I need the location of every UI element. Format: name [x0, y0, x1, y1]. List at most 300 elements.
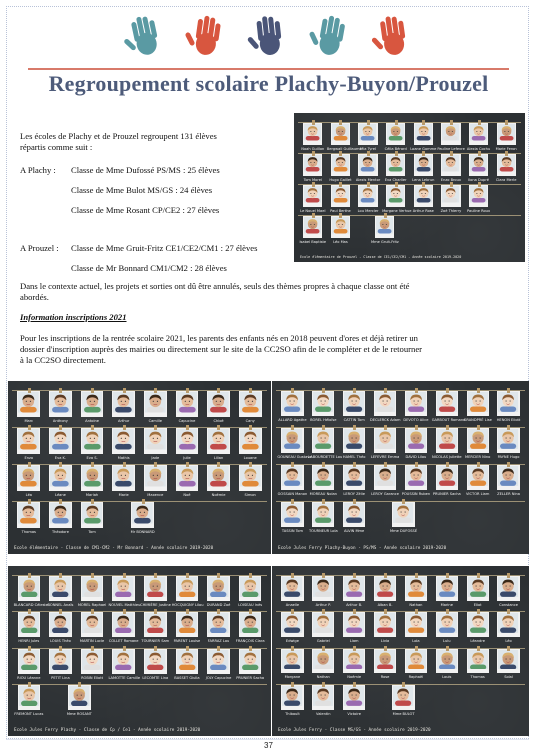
student-name: TOURNIER Sam [141, 639, 170, 644]
student-name: Lena Lebrun [412, 177, 435, 182]
portrait [50, 503, 71, 524]
student-photo [497, 649, 519, 674]
clothespin [367, 120, 370, 125]
clothespin [123, 609, 126, 614]
clothespin [422, 120, 425, 125]
clothespin [507, 462, 510, 467]
clothespin [154, 388, 157, 393]
student-photo [49, 465, 72, 491]
clothespin [384, 425, 387, 430]
clothespin [28, 388, 31, 393]
clothespin [446, 609, 449, 614]
portrait [313, 429, 333, 449]
portrait [468, 429, 488, 449]
student-photo [343, 465, 365, 490]
student-photo [144, 391, 167, 417]
student-name: Loane Gomme [410, 146, 437, 151]
class-photo-plachy-msgs [272, 566, 529, 736]
student-photo [81, 502, 104, 528]
student-photo [343, 685, 365, 710]
clothespin [477, 646, 480, 651]
clothespin [478, 120, 481, 125]
student-name: HENON Eliott [496, 417, 521, 422]
clothespin [91, 609, 94, 614]
student-name: CHIMIÈRE Justine [140, 603, 171, 608]
student-photo [144, 465, 167, 491]
clothespin [59, 499, 62, 504]
portrait [387, 155, 404, 172]
student-photo [239, 649, 261, 674]
clothespin [505, 120, 508, 125]
student-photo [405, 576, 427, 601]
portrait [359, 155, 376, 172]
portrait [50, 613, 70, 633]
student-name: Alexis Mentor [355, 177, 381, 182]
student-name: GOSSAIN Manon [277, 491, 308, 496]
page-title: Regroupement scolaire Plachy-Buyon/Prouzel [48, 71, 489, 96]
student-name: Maxence [147, 492, 164, 497]
photo-caption: Ecole Jules Ferry - Classe MS/GS - Année scolaire 2019-2020 [278, 728, 431, 733]
student-photo [281, 502, 303, 527]
portrait [145, 466, 166, 487]
student-photo [436, 576, 458, 601]
portrait [442, 186, 459, 203]
clothespin [450, 151, 453, 156]
hand-print-icon [309, 14, 353, 58]
portrait [344, 613, 364, 633]
plachy-class-2: Classe de Mme Bulot MS/GS : 24 élèves [71, 185, 213, 195]
student-name: Camille [148, 418, 163, 423]
clothespin [395, 120, 398, 125]
student-name: MARTIN Lucie [79, 639, 105, 644]
student-name: BOREL Héloïse [310, 417, 337, 422]
student-photo [392, 685, 414, 710]
clothespin [395, 182, 398, 187]
clothespin [507, 609, 510, 614]
clothespin [123, 425, 126, 430]
student-name: Thibault [285, 711, 300, 716]
student-photo [467, 576, 489, 601]
hand-print-icon [123, 14, 167, 58]
context-line-1: Dans le contexte actuel, les projets et sorties ont dû être annulés, seuls des thèmes propres à chaque classe ont été [20, 281, 410, 291]
student-name: Capucine [178, 418, 196, 423]
student-photo [405, 649, 427, 674]
portrait [344, 686, 364, 706]
student-photo [436, 649, 458, 674]
student-name: Chloé [213, 418, 224, 423]
clothespin [78, 682, 81, 687]
clothespin [312, 182, 315, 187]
student-photo [312, 502, 334, 527]
student-name: Mme BULOT [392, 711, 415, 716]
student-photo [239, 612, 261, 637]
clothespin [395, 151, 398, 156]
student-name: Louis [442, 675, 452, 680]
student-name: Pauline Roux [467, 208, 491, 213]
student-name: LEFEVRE Emma [370, 454, 400, 459]
clothespin [446, 573, 449, 578]
student-photo [303, 216, 322, 238]
student-name: Liam [349, 639, 359, 644]
portrait [177, 429, 198, 450]
student-name: MERCIER Nino [465, 454, 491, 459]
student-photo [467, 428, 489, 453]
clothespin [415, 609, 418, 614]
student-name: Valentin [316, 711, 331, 716]
student-photo [374, 428, 396, 453]
student-name: HOCQUIGNY Lilou [171, 603, 204, 608]
clothespin [322, 646, 325, 651]
clothespin [450, 182, 453, 187]
photo-string [12, 684, 267, 685]
student-photo [239, 428, 262, 454]
student-photo [374, 576, 396, 601]
student-photo [49, 612, 71, 637]
portrait [437, 577, 457, 597]
class-photo-prouzel-cm2 [8, 381, 271, 554]
portrait [498, 392, 518, 412]
student-photo [68, 685, 90, 710]
student-name: Solal [504, 675, 513, 680]
portrait [406, 392, 426, 412]
clothespin [28, 609, 31, 614]
student-photo [392, 502, 414, 527]
student-photo [49, 576, 71, 601]
portrait [344, 429, 364, 449]
student-name: Léo Mas [333, 239, 348, 244]
portrait [313, 650, 333, 670]
clothespin [415, 573, 418, 578]
student-photo [303, 185, 322, 207]
portrait [387, 186, 404, 203]
clothespin [91, 388, 94, 393]
student-name: Léane [55, 492, 66, 497]
clothespin [154, 425, 157, 430]
portrait [332, 155, 349, 172]
student-name: Morgane [284, 675, 301, 680]
clothespin [249, 425, 252, 430]
clothespin [291, 646, 294, 651]
clothespin [339, 151, 342, 156]
student-name: Noémie [211, 492, 226, 497]
student-name: Marie [118, 492, 129, 497]
portrait [304, 186, 321, 203]
student-name: Cany [245, 418, 255, 423]
portrait [468, 392, 488, 412]
student-name: Mme DUFOSSÉ [390, 528, 418, 533]
student-photo [18, 612, 40, 637]
clothespin [91, 462, 94, 467]
student-photo [312, 428, 334, 453]
clothespin [322, 388, 325, 393]
portrait [415, 155, 432, 172]
student-name: Julie [183, 455, 191, 460]
student-photo [49, 502, 72, 528]
portrait [442, 155, 459, 172]
student-photo [405, 612, 427, 637]
student-photo [414, 123, 433, 145]
photo-caption: Ecole Jules Ferry Plachy-Buyon - PS/MS - Année scolaire 2019-2020 [278, 546, 447, 551]
student-photo [497, 123, 516, 145]
student-name: ROBIN Eliott [81, 675, 104, 680]
portrait [313, 686, 333, 706]
student-name: POUSSIN Ruben [401, 491, 431, 496]
plachy-class-1: Classe de Mme Dufossé PS/MS : 25 élèves [71, 165, 220, 175]
portrait [344, 650, 364, 670]
student-name: Mme Gruit-Fritz [371, 239, 399, 244]
student-photo [281, 576, 303, 601]
portrait [50, 466, 71, 487]
portrait [282, 466, 302, 486]
clothespin [353, 646, 356, 651]
portrait [344, 503, 364, 523]
clothespin [367, 151, 370, 156]
portrait [470, 186, 487, 203]
student-photo [17, 391, 40, 417]
clothespin [415, 462, 418, 467]
portrait [468, 650, 488, 670]
student-name: Isabel Baptiste [299, 239, 327, 244]
student-name: GRANDPRÉ Lise [463, 417, 492, 422]
portrait [82, 650, 102, 670]
student-name: MOREAU Nolan [309, 491, 337, 496]
student-name: Clara Merle [495, 177, 517, 182]
clothespin [154, 646, 157, 651]
student-name: LEROY Garance [371, 491, 399, 496]
photo-caption: Ecole élémentaire de Prouzel - Classe de CE1/CE2/CM1 - Année scolaire 2019-2020 [300, 255, 462, 259]
student-photo [405, 465, 427, 490]
portrait [282, 613, 302, 633]
portrait [208, 392, 229, 413]
student-name: Alban B. [377, 602, 393, 607]
clothespin [91, 573, 94, 578]
student-name: Constance [499, 602, 519, 607]
student-photo [144, 576, 166, 601]
prouzel-class-1: Classe de Mme Gruit-Fritz CE1/CE2/CM1 : 27 élèves [71, 243, 258, 253]
student-photo [281, 465, 303, 490]
student-photo [239, 576, 261, 601]
portrait [145, 392, 166, 413]
student-photo [81, 465, 104, 491]
clothespin [422, 182, 425, 187]
student-photo [176, 612, 198, 637]
clothespin [477, 462, 480, 467]
student-name: Louane [243, 455, 257, 460]
portrait [50, 577, 70, 597]
student-name: FARRAZ Lou [207, 639, 230, 644]
student-photo [112, 576, 134, 601]
portrait [282, 392, 302, 412]
clothespin [353, 499, 356, 504]
clothespin [186, 646, 189, 651]
portrait [240, 466, 261, 487]
clothespin [312, 151, 315, 156]
student-name: BONNEL Anaïs [47, 603, 74, 608]
student-photo [312, 465, 334, 490]
portrait [113, 392, 134, 413]
clothespin [123, 646, 126, 651]
photo-caption: Ecole Jules Ferry Plachy - Classe de Cp / Ce1 - Année scolaire 2019-2020 [14, 728, 201, 733]
prouzel-label: A Prouzel : [20, 243, 59, 253]
student-name: Enzo Broux [440, 177, 462, 182]
student-photo [358, 123, 377, 145]
student-name: Mariah [85, 492, 99, 497]
portrait [498, 650, 518, 670]
clothespin [59, 388, 62, 393]
clothespin [367, 182, 370, 187]
student-photo [331, 154, 350, 176]
portrait [344, 577, 364, 597]
student-name: GOUNEAU Gustave [277, 454, 312, 459]
clothespin [384, 646, 387, 651]
student-photo [17, 465, 40, 491]
clothespin [353, 609, 356, 614]
page-number: 37 [264, 741, 273, 750]
student-name: Jade [151, 455, 160, 460]
clothespin [477, 573, 480, 578]
student-photo [469, 185, 488, 207]
clothespin [291, 573, 294, 578]
class-photo-prouzel-cm1 [294, 113, 525, 262]
portrait [19, 686, 39, 706]
student-name: Antoine [85, 418, 99, 423]
clothespin [402, 682, 405, 687]
clothespin [291, 609, 294, 614]
student-photo [312, 649, 334, 674]
portrait [18, 503, 39, 524]
clothespin [123, 462, 126, 467]
portrait [208, 466, 229, 487]
student-name: Le Nouel Mael [300, 208, 326, 213]
clothespin [478, 182, 481, 187]
student-name: Mia Tyrel [360, 146, 376, 151]
portrait [82, 577, 102, 597]
prouzel-class-2: Classe de Mr Bonnard CM1/CM2 : 28 élèves [71, 263, 227, 273]
portrait [437, 392, 457, 412]
student-name: HAMEL Théo [342, 454, 366, 459]
clothespin [446, 425, 449, 430]
student-photo [497, 154, 516, 176]
student-photo [303, 123, 322, 145]
clothespin [28, 573, 31, 578]
student-photo [386, 123, 405, 145]
portrait [393, 503, 413, 523]
student-name: LAMOTTE Camille [108, 675, 141, 680]
student-photo [281, 649, 303, 674]
clothespin [291, 425, 294, 430]
student-photo [81, 576, 103, 601]
info-heading: Information inscriptions 2021 [20, 312, 127, 322]
student-name: Nathan [316, 675, 330, 680]
portrait [145, 650, 165, 670]
student-photo [405, 428, 427, 453]
student-name: Lulu [443, 639, 451, 644]
clothespin [123, 388, 126, 393]
student-photo [207, 428, 230, 454]
student-name: Thomas [470, 675, 485, 680]
student-photo [436, 428, 458, 453]
student-name: LOISEAU Inès [238, 603, 263, 608]
portrait [82, 429, 103, 450]
student-name: PAYNE Hugo [497, 454, 520, 459]
clothespin [384, 213, 387, 218]
student-photo [386, 154, 405, 176]
student-name: Lou Mercier [357, 208, 379, 213]
portrait [113, 650, 133, 670]
student-photo [207, 391, 230, 417]
student-name: Léa [25, 492, 32, 497]
portrait [313, 392, 333, 412]
student-photo [343, 391, 365, 416]
student-photo [331, 123, 350, 145]
student-name: Raphaël [408, 675, 424, 680]
student-name: Arthur [117, 418, 130, 423]
clothespin [339, 213, 342, 218]
student-photo [207, 465, 230, 491]
student-name: LEROY Zélie [343, 491, 365, 496]
clothespin [217, 425, 220, 430]
student-photo [281, 428, 303, 453]
student-photo [436, 612, 458, 637]
hand-print-icon [185, 14, 229, 58]
student-name: Mr BONNARD [130, 529, 155, 534]
student-photo [17, 428, 40, 454]
student-photo [497, 465, 519, 490]
portrait [19, 577, 39, 597]
student-photo [414, 185, 433, 207]
portrait [240, 613, 260, 633]
clothespin [59, 609, 62, 614]
portrait [177, 466, 198, 487]
clothespin [415, 646, 418, 651]
portrait [282, 686, 302, 706]
student-name: Simon [244, 492, 256, 497]
student-name: ALVIN Mme [344, 528, 365, 533]
student-name: NOUVEL Matthieu [108, 603, 141, 608]
student-photo [144, 428, 167, 454]
student-name: Rose [380, 675, 390, 680]
class-photo-plachy-cpce1 [8, 566, 271, 736]
student-name: TASSIN Tom [281, 528, 303, 533]
portrait [468, 466, 488, 486]
clothespin [186, 573, 189, 578]
clothespin [249, 573, 252, 578]
student-name: Eva Charlier [384, 177, 407, 182]
student-photo [176, 649, 198, 674]
portrait [240, 577, 260, 597]
student-photo [144, 612, 166, 637]
portrait [498, 613, 518, 633]
student-photo [81, 428, 104, 454]
portrait [375, 466, 395, 486]
portrait [113, 429, 134, 450]
student-photo [441, 185, 460, 207]
student-photo [207, 612, 229, 637]
portrait [177, 613, 197, 633]
clothespin [28, 425, 31, 430]
student-name: PRUNIER Sacha [236, 675, 265, 680]
portrait [177, 650, 197, 670]
student-name: Noé [183, 492, 191, 497]
clothespin [91, 425, 94, 430]
clothespin [91, 646, 94, 651]
clothespin [217, 573, 220, 578]
portrait [19, 650, 39, 670]
student-photo [469, 123, 488, 145]
student-name: Nathan [409, 602, 423, 607]
info-line-2: dossier d'inscription auprès des mairies ou directement sur le site de la CC2SO afin de le compléter et de le retourner [20, 344, 422, 354]
clothespin [507, 646, 510, 651]
